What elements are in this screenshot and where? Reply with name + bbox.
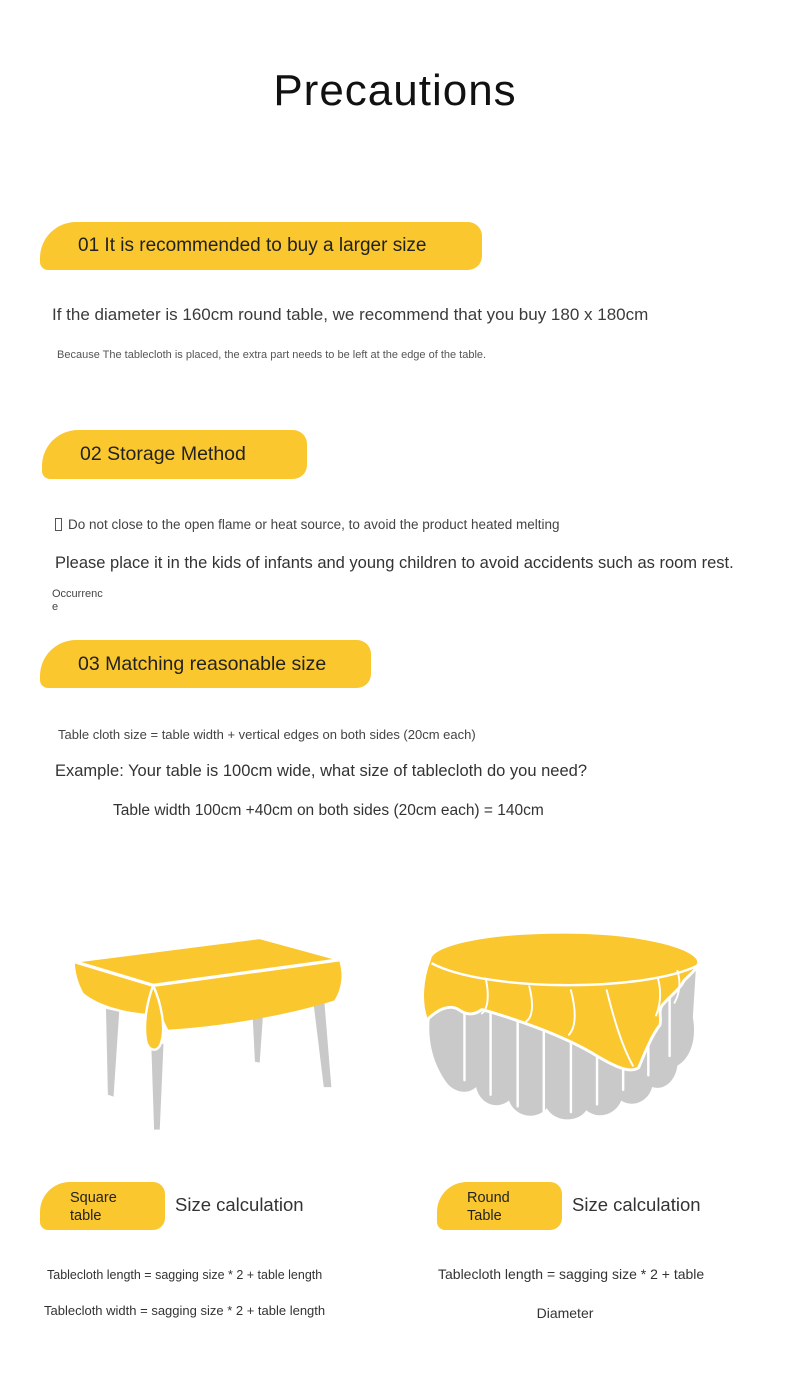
- section-2-banner: [42, 430, 307, 479]
- section-2-wrapped-word: [52, 588, 103, 614]
- square-table-badge-line1: Square: [70, 1190, 117, 1206]
- square-size-calculation-title: Size calculation: [175, 1194, 304, 1215]
- section-2-warning-line: [55, 517, 560, 532]
- section-1-banner-label: 01 It is recommended to buy a larger size: [78, 235, 427, 256]
- wrapped-word-part-1: Occurrenc: [52, 588, 103, 600]
- square-formula-length: Tablecloth length = sagging size * 2 + table length: [47, 1268, 323, 1282]
- section-3-banner: [40, 640, 371, 688]
- round-size-calculation-title: Size calculation: [572, 1194, 701, 1215]
- round-formula-diameter: Diameter: [536, 1305, 594, 1321]
- page-title: Precautions: [273, 66, 517, 115]
- wrapped-word-part-2: e: [52, 601, 59, 613]
- round-table-badge-line1: Round: [467, 1190, 510, 1206]
- section-2-banner-label: 02 Storage Method: [80, 443, 246, 465]
- square-table-svg: [40, 925, 370, 1140]
- section-3-example-result: Table width 100cm +40cm on both sides (20cm each) = 140cm: [113, 802, 544, 819]
- square-table-badge: [40, 1182, 165, 1230]
- round-table-illustration: [418, 918, 718, 1136]
- missing-glyph-icon: [55, 518, 62, 531]
- round-table-svg: [418, 918, 718, 1136]
- square-formula-width: Tablecloth width = sagging size * 2 + table length: [44, 1303, 326, 1318]
- section-2-warning-text: Do not close to the open flame or heat source, to avoid the product heated melting: [68, 517, 560, 532]
- section-3-example: Example: Your table is 100cm wide, what size of tablecloth do you need?: [55, 762, 587, 780]
- square-table-badge-line2: table: [70, 1208, 102, 1224]
- square-table-illustration: [40, 925, 370, 1140]
- section-2-text: Please place it in the kids of infants and young children to avoid accidents such as room rest.: [55, 554, 734, 572]
- section-1-note: Because The tablecloth is placed, the extra part needs to be left at the edge of the table.: [57, 349, 487, 361]
- section-3-banner-label: 03 Matching reasonable size: [78, 652, 327, 675]
- section-3-formula: Table cloth size = table width + vertical edges on both sides (20cm each): [58, 727, 476, 742]
- round-table-badge: [437, 1182, 562, 1230]
- section-1-text: If the diameter is 160cm round table, we recommend that you buy 180 x 180cm: [52, 305, 649, 324]
- round-table-badge-line2: Table: [467, 1208, 502, 1224]
- round-formula-length: Tablecloth length = sagging size * 2 + table: [438, 1266, 705, 1282]
- section-1-banner: [40, 222, 482, 270]
